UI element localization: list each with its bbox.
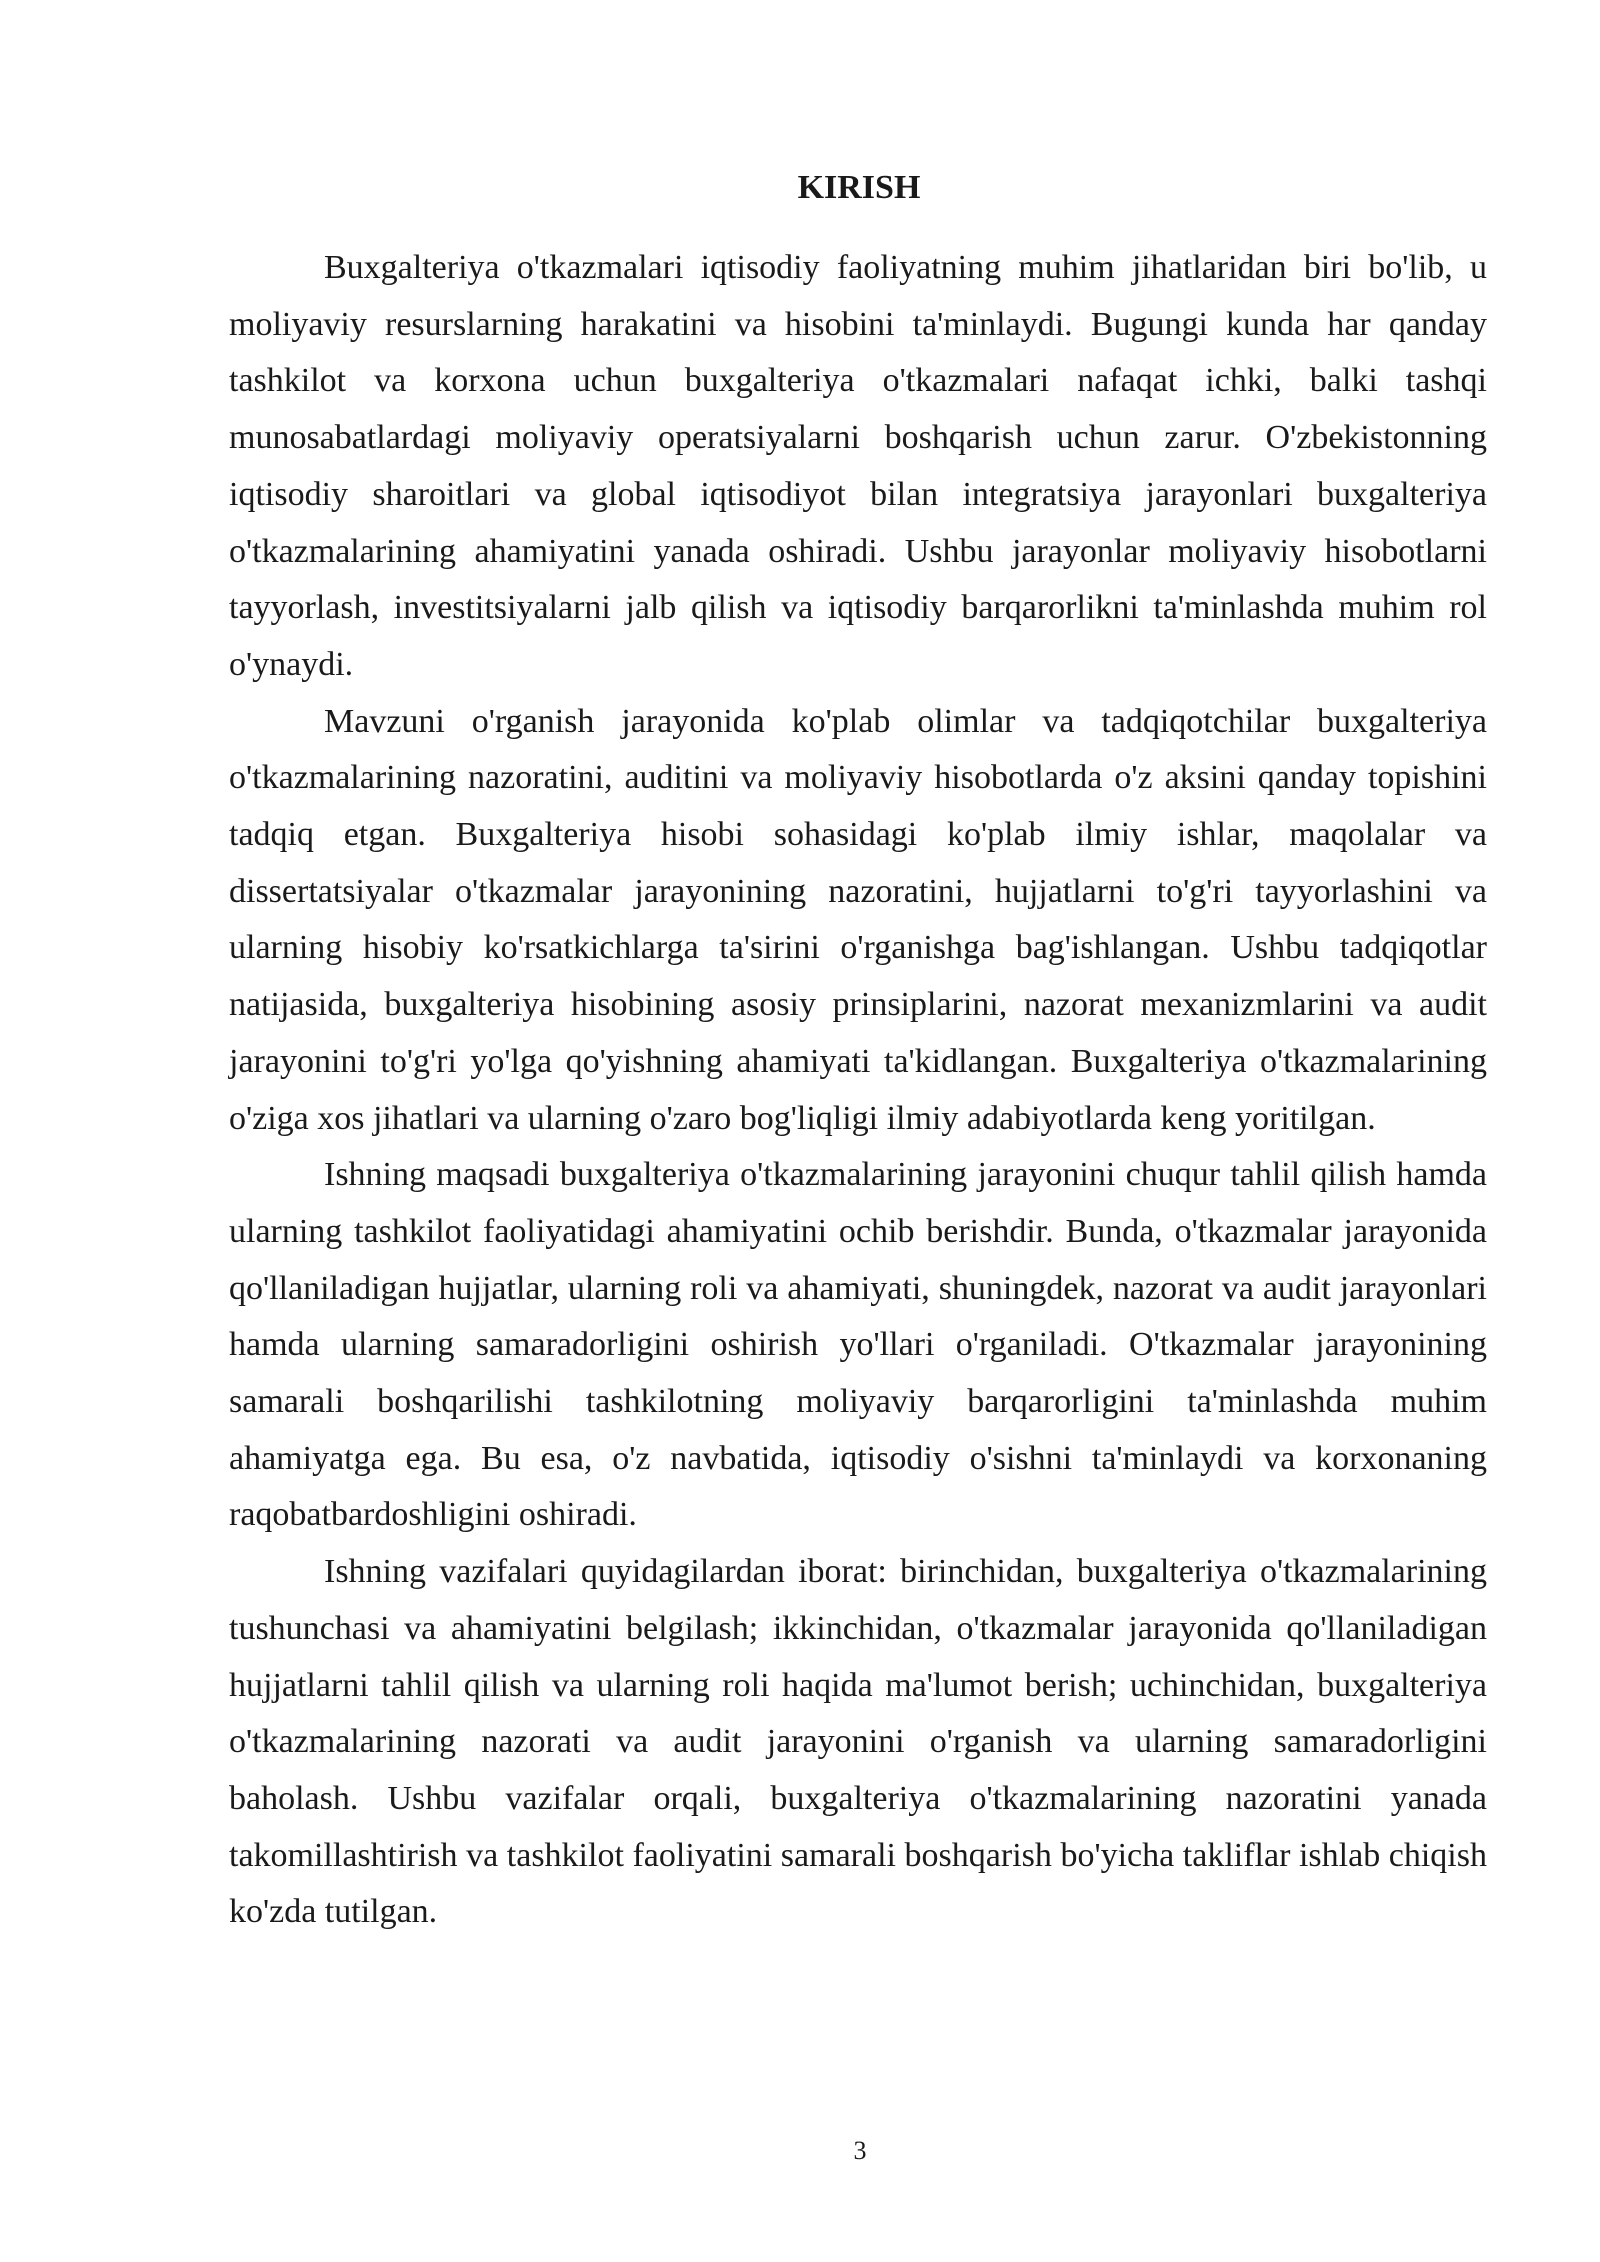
page-number: 3 bbox=[853, 2136, 867, 2165]
paragraph-2: Mavzuni o'rganish jarayonida ko'plab olimlar va tadqiqotchilar buxgalteriya o'tkazmalarining nazoratini, auditini va moliyaviy hisobotlarda o'z aksini qanday topishini tadqiq etgan. Buxgalteriya hisobi sohasidagi ko'plab ilmiy ishlar, maqolalar va dissertatsiyalar o'tkazmalar jarayonining nazoratini, hujjatlarni to'g'ri tayyorlashini va ularning hisobiy ko'rsatkichlarga ta'sirini o'rganishga bag'ishlangan. Ushbu tadqiqotlar natijasida, buxgalteriya hisobining asosiy prinsiplarini, nazorat mexanizmlarini va audit jarayonini to'g'ri yo'lga qo'yishning ahamiyati ta'kidlangan. Buxgalteriya o'tkazmalarining o'ziga xos jihatlari va ularning o'zaro bog'liqligi ilmiy adabiyotlarda keng yoritilgan. bbox=[229, 702, 1487, 1137]
paragraph-3: Ishning maqsadi buxgalteriya o'tkazmalarining jarayonini chuqur tahlil qilish hamda ularning tashkilot faoliyatidagi ahamiyatini ochib berishdir. Bunda, o'tkazmalar jarayonida qo'llaniladigan hujjatlar, ularning roli va ahamiyati, shuningdek, nazorat va audit jarayonlari hamda ularning samaradorligini oshirish yo'llari o'rganiladi. O'tkazmalar jarayonining samarali boshqarilishi tashkilotning moliyaviy barqarorligini ta'minlashda muhim ahamiyatga ega. Bu esa, o'z navbatida, iqtisodiy o'sishni ta'minlaydi va korxonaning raqobatbardoshligini oshiradi. bbox=[229, 1156, 1487, 1534]
page-title: KIRISH bbox=[797, 169, 921, 206]
paragraph-1: Buxgalteriya o'tkazmalari iqtisodiy faoliyatning muhim jihatlaridan biri bo'lib, u moliyaviy resurslarning harakatini va hisobini ta'minlaydi. Bugungi kunda har qanday tashkilot va korxona uchun buxgalteriya o'tkazmalari nafaqat ichki, balki tashqi munosabatlardagi moliyaviy operatsiyalarni boshqarish uchun zarur. O'zbekistonning iqtisodiy sharoitlari va global iqtisodiyot bilan integratsiya jarayonlari buxgalteriya o'tkazmalarining ahamiyatini yanada oshiradi. Ushbu jarayonlar moliyaviy hisobotlarni tayyorlash, investitsiyalarni jalb qilish va iqtisodiy barqarorlikni ta'minlashda muhim rol o'ynaydi. bbox=[229, 249, 1487, 683]
paragraph-4: Ishning vazifalari quyidagilardan iborat: birinchidan, buxgalteriya o'tkazmalarining tushunchasi va ahamiyatini belgilash; ikkinchidan, o'tkazmalar jarayonida qo'llaniladigan hujjatlarni tahlil qilish va ularning roli haqida ma'lumot berish; uchinchidan, buxgalteriya o'tkazmalarining nazorati va audit jarayonini o'rganish va ularning samaradorligini baholash. Ushbu vazifalar orqali, buxgalteriya o'tkazmalarining nazoratini yanada takomillashtirish va tashkilot faoliyatini samarali boshqarish bo'yicha takliflar ishlab chiqish ko'zda tutilgan. bbox=[229, 1553, 1487, 1931]
page-body bbox=[229, 160, 1487, 1941]
